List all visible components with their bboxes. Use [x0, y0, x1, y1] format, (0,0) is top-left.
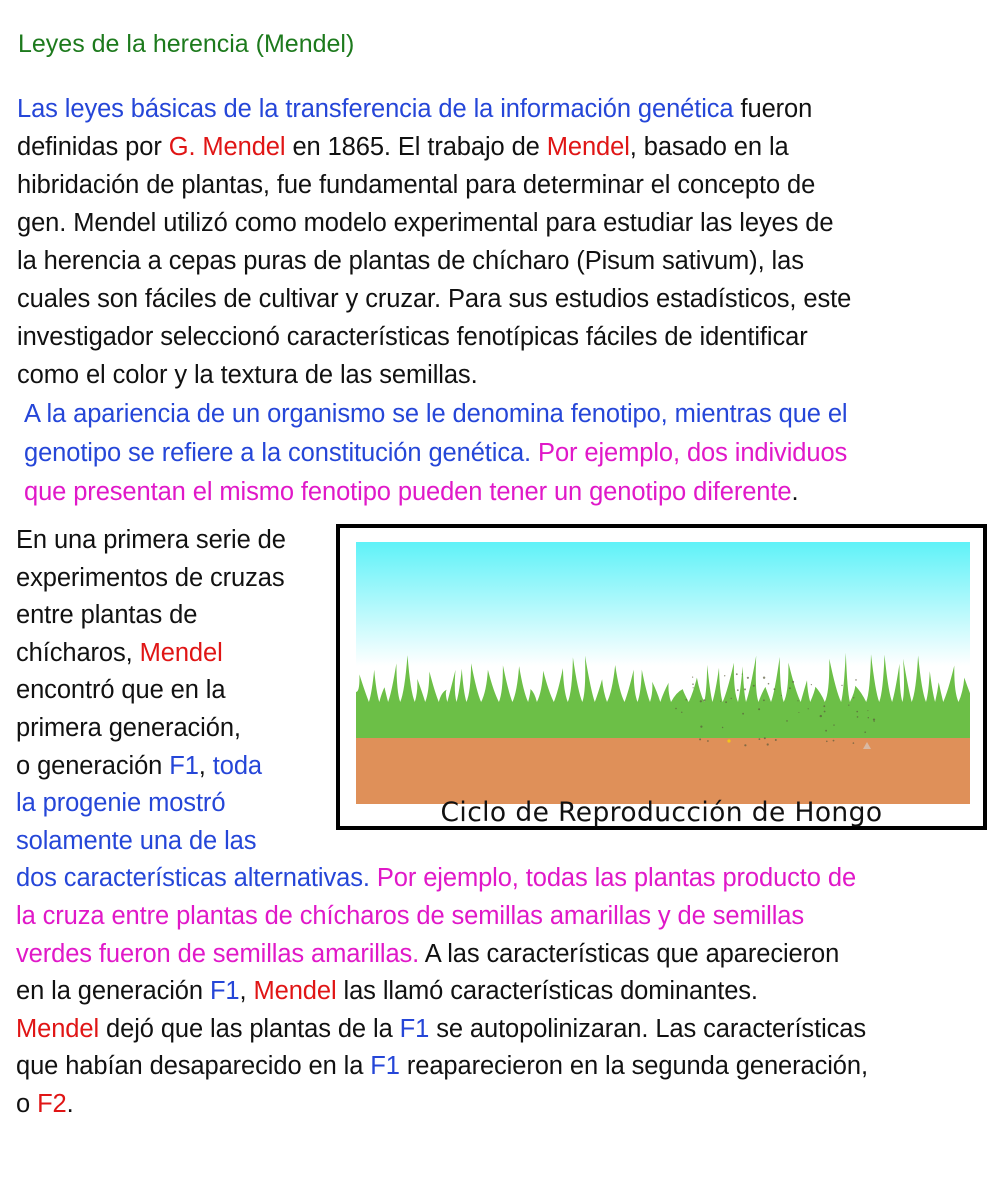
text-line [16, 747, 262, 785]
text-segment: la cruza entre plantas de chícharos de semillas amarillas y de semillas [16, 902, 805, 930]
text-segment: chícharos, [16, 638, 140, 667]
text-line [16, 897, 804, 935]
text-segment: o generación [16, 751, 170, 780]
text-segment: las llamó características dominantes. [336, 977, 758, 1006]
text-segment: primera generación, [16, 714, 241, 742]
text-line [17, 318, 808, 356]
text-segment: , [239, 977, 254, 1006]
text-segment: que presentan el mismo fenotipo pueden tener un genotipo diferente [24, 478, 792, 506]
text-segment: entre plantas de [16, 601, 198, 630]
text-segment: experimentos de cruzas [16, 563, 285, 592]
text-segment: que habían desaparecido en la [16, 1052, 371, 1081]
text-segment: la progenie mostró [16, 789, 226, 818]
text-segment: definidas por [17, 133, 169, 161]
text-line [16, 709, 241, 747]
text-line [16, 671, 225, 709]
fungus-scene-illustration [356, 542, 970, 804]
text-segment: F1 [370, 1052, 400, 1081]
text-segment: F1 [399, 1014, 430, 1043]
text-segment: Las leyes básicas de la transferencia de la información genética [17, 95, 734, 123]
text-line [24, 395, 848, 433]
text-line [17, 280, 851, 318]
text-line [16, 972, 758, 1010]
text-segment: o [16, 1090, 38, 1118]
soil-area [356, 736, 970, 804]
sky-area [356, 542, 970, 666]
figure-box [336, 524, 987, 830]
text-segment: investigador seleccionó características fenotípicas fáciles de identificar [17, 323, 808, 351]
text-line [17, 128, 789, 166]
page-title: Leyes de la herencia (Mendel) [18, 30, 355, 58]
text-segment: en 1865. El trabajo de [285, 133, 547, 161]
text-segment: Por ejemplo, dos individuos [531, 439, 848, 467]
text-line [16, 1085, 74, 1123]
text-segment: Mendel [139, 638, 223, 667]
text-line [17, 90, 812, 128]
text-segment: Por ejemplo, todas las plantas producto de [369, 864, 857, 893]
text-line [16, 935, 839, 973]
text-line [17, 204, 833, 242]
text-line [16, 784, 225, 822]
text-line [24, 434, 847, 472]
text-segment: verdes fueron de semillas amarillas. [16, 939, 420, 968]
text-segment: se autopolinizaran. Las características [429, 1014, 867, 1043]
text-line [16, 596, 197, 634]
text-line [17, 242, 804, 280]
text-segment: cuales son fáciles de cultivar y cruzar. Para sus estudios estadísticos, este [17, 285, 852, 313]
text-segment: en la generación [16, 977, 210, 1006]
figure-caption: Ciclo de Reproducción de Hongo [440, 797, 883, 828]
text-segment: fueron [733, 95, 813, 123]
text-segment: reaparecieron en la segunda generación, [399, 1052, 868, 1081]
text-line [24, 473, 798, 511]
text-line [16, 1047, 868, 1085]
text-line [16, 1010, 866, 1048]
text-segment: dejó que las plantas de la [99, 1014, 400, 1043]
text-line [17, 166, 815, 204]
text-segment: dos características alternativas. [16, 864, 370, 893]
text-segment: hibridación de plantas, fue fundamental para determinar el concepto de [17, 171, 816, 199]
text-segment: A las características que aparecieron [419, 939, 840, 968]
text-segment: toda [212, 751, 263, 780]
text-line [16, 859, 856, 897]
text-line [17, 356, 478, 394]
text-segment: solamente una de las [16, 826, 257, 855]
text-segment: A la apariencia de un organismo se le denomina fenotipo, mientras que el [24, 400, 848, 428]
text-line [16, 634, 223, 672]
text-segment: . [66, 1090, 74, 1118]
text-segment: gen. Mendel utilizó como modelo experimental para estudiar las leyes de [17, 209, 834, 237]
text-segment: F1 [169, 751, 199, 780]
text-segment: como el color y la textura de las semillas. [17, 361, 478, 389]
text-segment: encontró que en la [16, 676, 226, 705]
text-segment: . [791, 478, 799, 506]
text-segment: , basado en la [629, 133, 789, 161]
text-segment: Mendel [16, 1014, 100, 1043]
text-segment: G. Mendel [168, 133, 286, 161]
text-segment: F1 [209, 977, 240, 1006]
text-line [16, 521, 286, 559]
text-segment: Mendel [253, 977, 337, 1006]
text-segment: En una primera serie de [16, 526, 286, 554]
text-segment: , [198, 751, 213, 780]
text-segment: la herencia a cepas puras de plantas de chícharo (Pisum sativum), las [17, 247, 804, 275]
text-line [16, 559, 285, 597]
text-segment: genotipo se refiere a la constitución genética. [24, 439, 532, 467]
text-segment: F2 [37, 1090, 67, 1118]
text-line [16, 822, 256, 860]
text-segment: Mendel [546, 133, 630, 161]
